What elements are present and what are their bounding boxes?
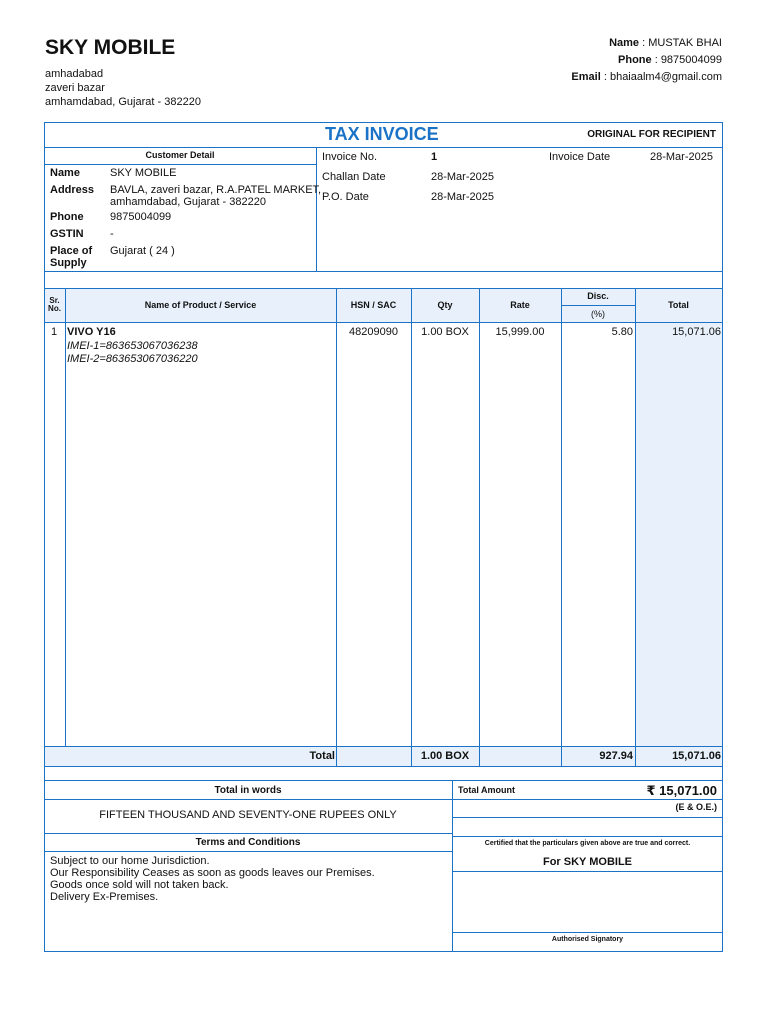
authorised-signatory: Authorised Signatory [551,936,624,943]
contact-email: bhaiaalm4@gmail.com [609,71,722,83]
challan-date: 28-Mar-2025 [431,171,494,183]
col-product: Name of Product / Service [144,300,257,310]
customer-place-label [50,245,92,269]
col-total: Total [668,300,689,310]
copy-label: ORIGINAL FOR RECIPIENT [587,129,716,140]
invoice-no-label: Invoice No. [322,151,378,163]
certified-note: Certified that the particulars given above are true and correct. [484,840,691,847]
po-date: 28-Mar-2025 [431,191,494,203]
item-sr: 1 [51,326,58,338]
item-disc: 5.80 [611,326,633,338]
totals-qty: 1.00 BOX [420,750,470,762]
col-sr-line: No. [48,304,61,313]
terms-item: Delivery Ex-Premises. [50,891,159,903]
item-qty: 1.00 BOX [421,326,469,338]
customer-name-label: Name [50,167,80,179]
invoice-date-label: Invoice Date [549,151,611,163]
contact-phone-label: Phone [618,54,652,66]
customer-detail-heading: Customer Detail [145,150,215,160]
col-sr [44,297,65,313]
col-hsn: HSN / SAC [350,300,397,310]
col-disc-unit: (%) [591,309,605,319]
place-label-line: Place of [50,245,93,257]
invoice-no: 1 [431,151,438,163]
company-address [45,67,201,109]
totals-label: Total [309,750,335,762]
total-column-shade [636,322,722,746]
contact-name: MUSTAK BHAI [648,37,722,49]
po-date-label: P.O. Date [322,191,369,203]
customer-phone: 9875004099 [110,211,172,223]
totals-disc: 927.94 [599,750,633,762]
company-address-line: amhamdabad, Gujarat - 382220 [45,96,201,108]
terms-heading: Terms and Conditions [195,837,301,848]
company-address-line: zaveri bazar [45,82,105,94]
company-address-line: amhadabad [45,68,104,80]
totals-amount: 15,071.06 [672,750,721,762]
item-total: 15,071.06 [672,326,721,338]
customer-gstin: - [110,228,114,240]
terms-item: Our Responsibility Ceases as soon as goods leaves our Premises. [50,867,375,879]
item-rate: 15,999.00 [495,326,545,338]
terms-item: Goods once sold will not taken back. [50,879,229,891]
contact-phone: 9875004099 [660,54,722,66]
customer-address [110,184,321,208]
col-qty: Qty [437,300,453,310]
invoice-date: 28-Mar-2025 [650,151,713,163]
amount-in-words: FIFTEEN THOUSAND AND SEVENTY-ONE RUPEES ONLY [99,809,397,821]
eoe-note: (E & O.E.) [675,802,717,812]
customer-gstin-label: GSTIN [50,228,84,240]
customer-phone-label: Phone [50,211,84,223]
for-company: For SKY MOBILE [542,856,633,868]
total-amount: ₹ 15,071.00 [646,783,717,798]
item-name: VIVO Y16 [67,326,116,338]
customer-name: SKY MOBILE [110,167,177,179]
contact-email-label: Email [571,71,601,83]
challan-date-label: Challan Date [322,171,386,183]
total-amount-label: Total Amount [458,785,515,795]
customer-address-line: BAVLA, zaveri bazar, R.A.PATEL MARKET, [110,184,322,196]
col-disc: Disc. [587,291,609,301]
customer-place: Gujarat ( 24 ) [110,245,175,257]
col-sr-line: Sr. [49,296,60,305]
contact-block: Name : MUSTAK BHAI Phone : 9875004099 Email : bhaiaalm4@gmail.com [571,37,722,83]
place-label-line: Supply [50,257,87,269]
terms-list [50,855,375,903]
customer-address-label: Address [50,184,95,196]
terms-item: Subject to our home Jurisdiction. [50,855,210,867]
customer-address-line: amhamdabad, Gujarat - 382220 [110,196,266,208]
item-imei1: IMEI-1=863653067036238 [67,340,198,352]
col-rate: Rate [510,300,530,310]
item-hsn: 48209090 [349,326,398,338]
contact-name-label: Name [609,37,640,49]
item-imei2: IMEI-2=863653067036220 [67,353,198,365]
words-heading: Total in words [214,785,282,796]
company-name: SKY MOBILE [45,36,176,59]
invoice-title: TAX INVOICE [325,124,439,144]
